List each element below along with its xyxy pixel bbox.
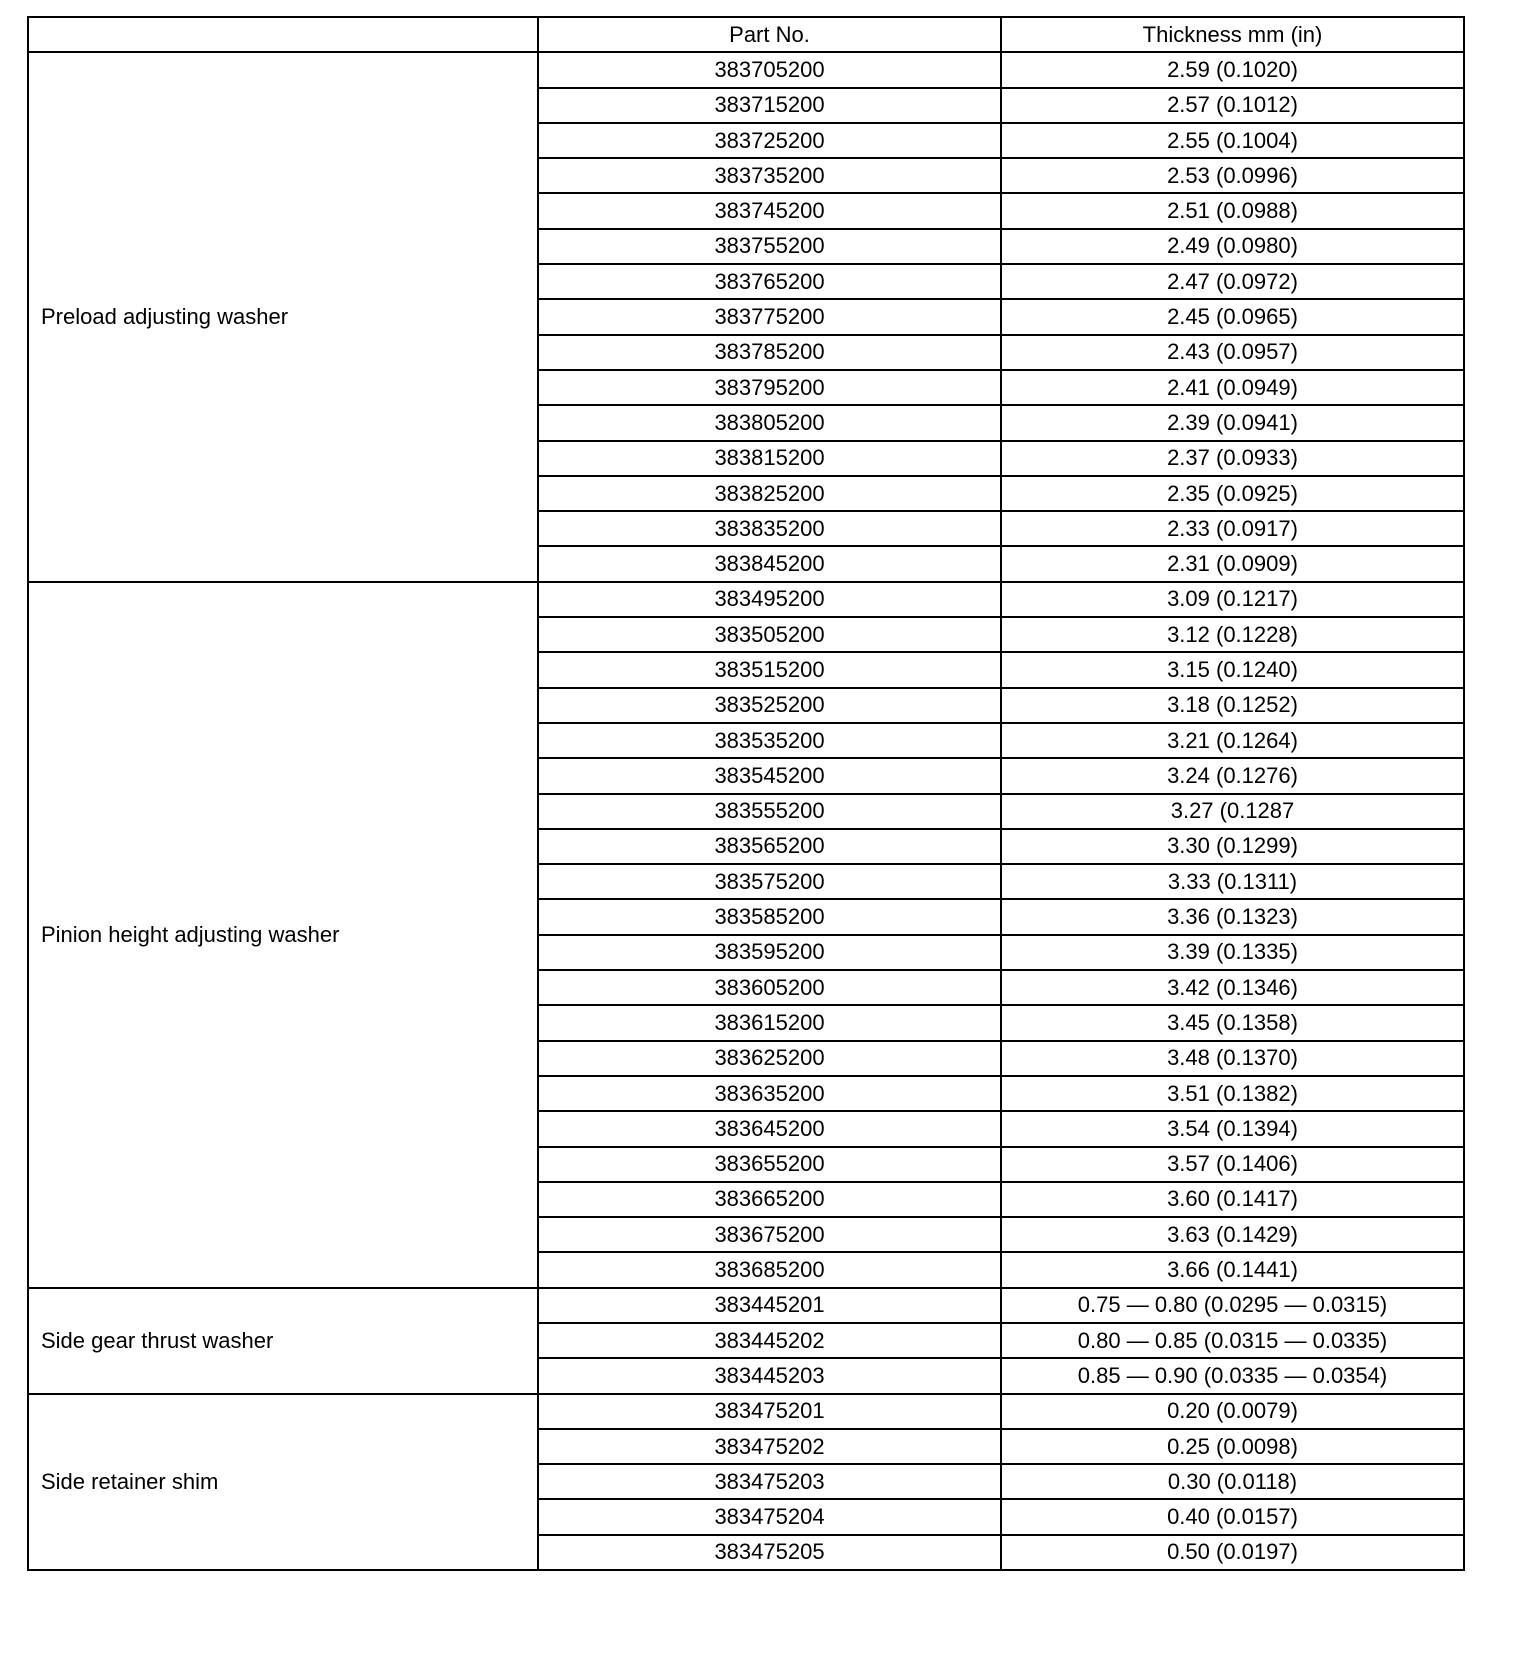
part-number-cell: 383615200 [538,1005,1001,1040]
header-part-no: Part No. [538,17,1001,52]
thickness-cell: 0.85 — 0.90 (0.0335 — 0.0354) [1001,1358,1464,1393]
part-number-cell: 383585200 [538,899,1001,934]
thickness-cell: 3.45 (0.1358) [1001,1005,1464,1040]
thickness-cell: 3.27 (0.1287 [1001,794,1464,829]
thickness-cell: 2.43 (0.0957) [1001,335,1464,370]
table-row [28,582,1464,617]
part-number-cell: 383605200 [538,970,1001,1005]
part-number-cell: 383745200 [538,193,1001,228]
thickness-cell: 2.49 (0.0980) [1001,229,1464,264]
part-number-cell: 383545200 [538,758,1001,793]
thickness-cell: 3.30 (0.1299) [1001,829,1464,864]
thickness-cell: 3.18 (0.1252) [1001,688,1464,723]
table-row [28,1288,1464,1323]
thickness-cell: 3.54 (0.1394) [1001,1111,1464,1146]
thickness-cell: 0.50 (0.0197) [1001,1535,1464,1570]
part-number-cell: 383835200 [538,511,1001,546]
header-blank-cell [28,17,538,52]
table-row [28,1394,1464,1429]
part-number-cell: 383685200 [538,1252,1001,1287]
part-number-cell: 383525200 [538,688,1001,723]
thickness-cell: 3.12 (0.1228) [1001,617,1464,652]
thickness-cell: 2.31 (0.0909) [1001,546,1464,581]
part-number-cell: 383775200 [538,299,1001,334]
part-number-cell: 383515200 [538,652,1001,687]
part-number-cell: 383815200 [538,441,1001,476]
thickness-cell: 3.15 (0.1240) [1001,652,1464,687]
thickness-cell: 2.45 (0.0965) [1001,299,1464,334]
part-number-cell: 383575200 [538,864,1001,899]
part-number-cell: 383805200 [538,405,1001,440]
part-number-cell: 383535200 [538,723,1001,758]
thickness-cell: 2.59 (0.1020) [1001,52,1464,87]
thickness-cell: 2.39 (0.0941) [1001,405,1464,440]
thickness-cell: 3.39 (0.1335) [1001,935,1464,970]
part-number-cell: 383635200 [538,1076,1001,1111]
part-number-cell: 383845200 [538,546,1001,581]
part-number-cell: 383505200 [538,617,1001,652]
group-label: Pinion height adjusting washer [28,582,538,1288]
thickness-cell: 2.53 (0.0996) [1001,158,1464,193]
thickness-cell: 2.51 (0.0988) [1001,193,1464,228]
part-number-cell: 383445203 [538,1358,1001,1393]
part-number-cell: 383445202 [538,1323,1001,1358]
thickness-cell: 0.25 (0.0098) [1001,1429,1464,1464]
thickness-cell: 0.75 — 0.80 (0.0295 — 0.0315) [1001,1288,1464,1323]
thickness-cell: 3.36 (0.1323) [1001,899,1464,934]
washer-thickness-table [27,16,1465,1571]
group-label: Side retainer shim [28,1394,538,1570]
thickness-cell: 0.40 (0.0157) [1001,1499,1464,1534]
thickness-cell: 0.80 — 0.85 (0.0315 — 0.0335) [1001,1323,1464,1358]
part-number-cell: 383705200 [538,52,1001,87]
part-number-cell: 383755200 [538,229,1001,264]
part-number-cell: 383675200 [538,1217,1001,1252]
part-number-cell: 383735200 [538,158,1001,193]
part-number-cell: 383445201 [538,1288,1001,1323]
thickness-cell: 3.66 (0.1441) [1001,1252,1464,1287]
thickness-cell: 3.42 (0.1346) [1001,970,1464,1005]
thickness-cell: 3.09 (0.1217) [1001,582,1464,617]
part-number-cell: 383475205 [538,1535,1001,1570]
thickness-cell: 3.24 (0.1276) [1001,758,1464,793]
part-number-cell: 383475201 [538,1394,1001,1429]
part-number-cell: 383765200 [538,264,1001,299]
thickness-cell: 2.37 (0.0933) [1001,441,1464,476]
thickness-cell: 3.57 (0.1406) [1001,1147,1464,1182]
thickness-cell: 2.57 (0.1012) [1001,88,1464,123]
group-label: Preload adjusting washer [28,52,538,581]
part-number-cell: 383475204 [538,1499,1001,1534]
thickness-cell: 3.51 (0.1382) [1001,1076,1464,1111]
thickness-cell: 2.41 (0.0949) [1001,370,1464,405]
thickness-cell: 0.20 (0.0079) [1001,1394,1464,1429]
part-number-cell: 383595200 [538,935,1001,970]
thickness-cell: 3.63 (0.1429) [1001,1217,1464,1252]
thickness-cell: 2.35 (0.0925) [1001,476,1464,511]
part-number-cell: 383725200 [538,123,1001,158]
header-row [28,17,1464,52]
thickness-cell: 3.21 (0.1264) [1001,723,1464,758]
part-number-cell: 383655200 [538,1147,1001,1182]
part-number-cell: 383665200 [538,1182,1001,1217]
part-number-cell: 383625200 [538,1041,1001,1076]
part-number-cell: 383495200 [538,582,1001,617]
thickness-cell: 2.33 (0.0917) [1001,511,1464,546]
part-number-cell: 383795200 [538,370,1001,405]
part-number-cell: 383715200 [538,88,1001,123]
thickness-cell: 2.47 (0.0972) [1001,264,1464,299]
thickness-cell: 3.60 (0.1417) [1001,1182,1464,1217]
thickness-cell: 3.33 (0.1311) [1001,864,1464,899]
table-row [28,52,1464,87]
thickness-cell: 2.55 (0.1004) [1001,123,1464,158]
part-number-cell: 383475203 [538,1464,1001,1499]
part-number-cell: 383825200 [538,476,1001,511]
part-number-cell: 383475202 [538,1429,1001,1464]
part-number-cell: 383645200 [538,1111,1001,1146]
header-thickness: Thickness mm (in) [1001,17,1464,52]
thickness-cell: 3.48 (0.1370) [1001,1041,1464,1076]
part-number-cell: 383785200 [538,335,1001,370]
thickness-cell: 0.30 (0.0118) [1001,1464,1464,1499]
part-number-cell: 383555200 [538,794,1001,829]
part-number-cell: 383565200 [538,829,1001,864]
group-label: Side gear thrust washer [28,1288,538,1394]
